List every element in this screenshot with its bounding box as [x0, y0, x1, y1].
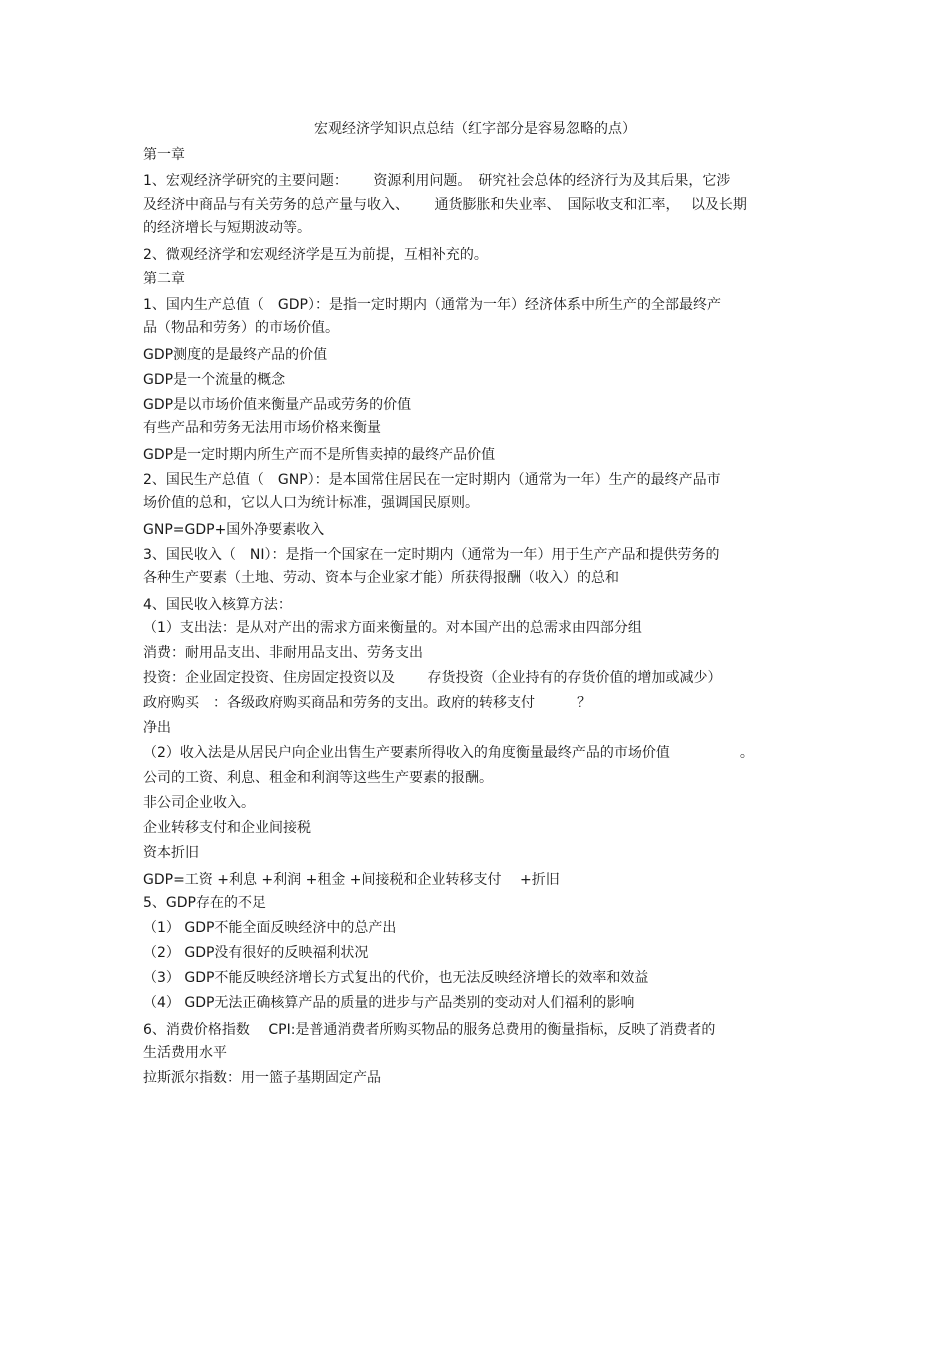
text-line: 第一章 — [143, 147, 185, 163]
text-line: 2、国民生产总值（ GNP）：是本国常住居民在一定时期内（通常为一年）生产的最终产品市 — [143, 472, 721, 488]
text-line: GDP测度的是最终产品的价值 — [143, 347, 328, 363]
text-line: （1）支出法：是从对产出的需求方面来衡量的。对本国产出的总需求由四部分组 — [143, 620, 642, 636]
text-line: 政府购买 ：各级政府购买商品和劳务的支出。政府的转移支付 ？ — [143, 695, 591, 711]
text-line: 场价值的总和，它以人口为统计标准，强调国民原则。 — [143, 495, 479, 511]
text-line: （4） GDP无法正确核算产品的质量的进步与产品类别的变动对人们福利的影响 — [143, 995, 635, 1011]
text-line: 3、国民收入（ NI）：是指一个国家在一定时期内（通常为一年）用于生产产品和提供劳务的 — [143, 547, 720, 563]
text-line: 的经济增长与短期波动等。 — [143, 220, 311, 236]
text-line: GNP=GDP+国外净要素收入 — [143, 522, 325, 538]
text-line: 第二章 — [143, 271, 185, 287]
text-line: GDP是以市场价值来衡量产品或劳务的价值 — [143, 397, 412, 413]
text-line: （2）收入法是从居民户向企业出售生产要素所得收入的角度衡量最终产品的市场价值 。 — [143, 745, 754, 761]
text-line: 非公司企业收入。 — [143, 795, 255, 811]
text-line: 有些产品和劳务无法用市场价格来衡量 — [143, 420, 381, 436]
text-line: GDP=工资 +利息 +利润 +租金 +间接税和企业转移支付 +折旧 — [143, 872, 560, 888]
text-line: 2、微观经济学和宏观经济学是互为前提，互相补充的。 — [143, 247, 488, 263]
text-line: 净出 — [143, 720, 171, 736]
text-line: 各种生产要素（土地、劳动、资本与企业家才能）所获得报酬（收入）的总和 — [143, 570, 619, 586]
text-line: 消费：耐用品支出、非耐用品支出、劳务支出 — [143, 645, 423, 661]
text-line: GDP是一定时期内所生产而不是所售卖掉的最终产品价值 — [143, 447, 496, 463]
text-line: （2） GDP没有很好的反映福利状况 — [143, 945, 369, 961]
document-title: 宏观经济学知识点总结（红字部分是容易忽略的点） — [314, 121, 636, 137]
text-line: 投资：企业固定投资、住房固定投资以及 存货投资（企业持有的存货价值的增加或减少） — [143, 670, 722, 686]
text-line: 1、宏观经济学研究的主要问题： 资源利用问题。 研究社会总体的经济行为及其后果，它涉 — [143, 173, 731, 189]
text-line: 品（物品和劳务）的市场价值。 — [143, 320, 339, 336]
text-line: 公司的工资、利息、租金和利润等这些生产要素的报酬。 — [143, 770, 493, 786]
text-line: 资本折旧 — [143, 845, 199, 861]
text-line: 6、消费价格指数 CPI:是普通消费者所购买物品的服务总费用的衡量指标，反映了消费者的 — [143, 1022, 716, 1038]
text-line: 及经济中商品与有关劳务的总产量与收入、 通货膨胀和失业率、 国际收支和汇率， 以及长期 — [143, 197, 747, 213]
text-line: GDP是一个流量的概念 — [143, 372, 286, 388]
text-line: 5、GDP存在的不足 — [143, 895, 266, 911]
text-line: 4、国民收入核算方法： — [143, 597, 292, 613]
text-line: （3） GDP不能反映经济增长方式复出的代价，也无法反映经济增长的效率和效益 — [143, 970, 649, 986]
text-line: 1、国内生产总值（ GDP）：是指一定时期内（通常为一年）经济体系中所生产的全部最终产 — [143, 297, 721, 313]
text-line: 生活费用水平 — [143, 1045, 227, 1061]
text-line: （1） GDP不能全面反映经济中的总产出 — [143, 920, 397, 936]
text-line: 企业转移支付和企业间接税 — [143, 820, 311, 836]
text-line: 拉斯派尔指数：用一篮子基期固定产品 — [143, 1070, 381, 1086]
